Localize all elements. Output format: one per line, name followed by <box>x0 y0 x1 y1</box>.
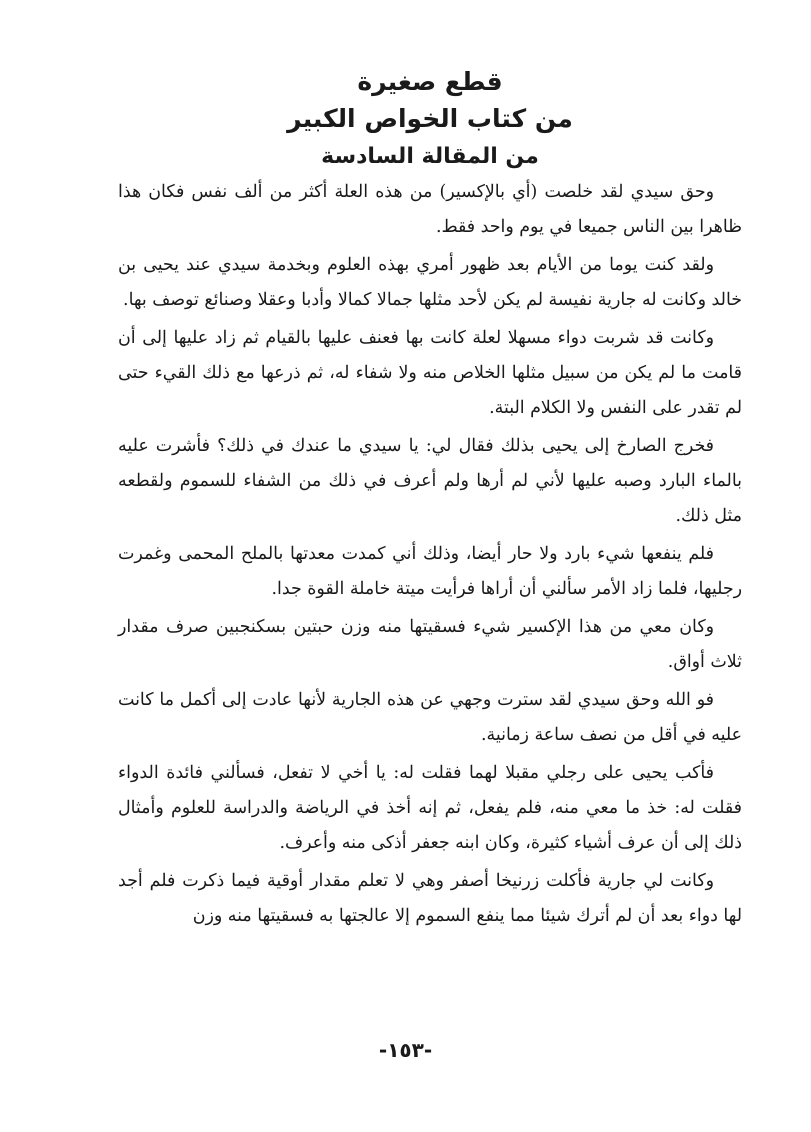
heading-block <box>118 68 742 169</box>
paragraph: وكان معي من هذا الإكسير شيء فسقيتها منه وزن حبتين بسكنجبين صرف مقدار ثلاث أواق. <box>118 616 742 672</box>
paragraph: فخرج الصارخ إلى يحيى بذلك فقال لي: يا سيدي ما عندك في ذلك؟ فأشرت عليه بالماء البارد وصبه عليها لأني لم أرها ولم أعرف في ذلك من الشفاء للسموم ولقطعه مثل ذلك. <box>118 435 742 526</box>
paragraph: وكانت قد شربت دواء مسهلا لعلة كانت بها فعنف عليها بالقيام ثم زاد عليها إلى أن قامت ما لم يكن من سبيل مثلها الخلاص منه ولا شفاء له، ثم ذرعها مع ذلك القيء حتى لم تقدر على النفس ولا الكلام البتة. <box>118 327 742 418</box>
section-heading: من المقالة السادسة <box>321 143 539 169</box>
page-number: -١٥٣- <box>378 1038 433 1062</box>
paragraph: وكانت لي جارية فأكلت زرنيخا أصفر وهي لا تعلم مقدار أوقية فيما ذكرت فلم أجد لها دواء بعد أن لم أترك شيئا مما ينفع السموم إلا عالجتها به فسقيتها منه وزن <box>118 870 742 926</box>
paragraph: فلم ينفعها شيء بارد ولا حار أيضا، وذلك أني كمدت معدتها بالملح المحمى وغمرت رجليها، فلما زاد الأمر سألني أن أراها فرأيت ميتة خاملة القوة جدا. <box>118 543 742 599</box>
body-text <box>118 175 742 934</box>
page-subtitle: من كتاب الخواص الكبير <box>287 103 573 133</box>
paragraph: فو الله وحق سيدي لقد سترت وجهي عن هذه الجارية لأنها عادت إلى أكمل ما كانت عليه في أقل من نصف ساعة زمانية. <box>118 689 742 745</box>
paragraph: فأكب يحيى على رجلي مقبلا لهما فقلت له: يا أخي لا تفعل، فسألني فائدة الدواء فقلت له: خذ ما معي منه، فلم يفعل، ثم إنه أخذ في الرياضة والدراسة للعلوم وأمثال ذلك إلى أن عرف أشياء كثيرة، وكان ابنه جعفر أذكى منه وأعرف. <box>118 762 742 853</box>
paragraph: وحق سيدي لقد خلصت (أي بالإكسير) من هذه العلة أكثر من ألف نفس فكان هذا ظاهرا بين الناس جميعا في يوم واحد فقط. <box>118 181 742 237</box>
document-page <box>118 68 742 937</box>
paragraph: ولقد كنت يوما من الأيام بعد ظهور أمري بهذه العلوم وبخدمة سيدي عند يحيى بن خالد وكانت له جارية نفيسة لم يكن لأحد مثلها جمالا كمالا وأدبا وعقلا وصنائع توصف بها. <box>118 254 742 310</box>
page-title: قطع صغيرة <box>357 67 503 96</box>
